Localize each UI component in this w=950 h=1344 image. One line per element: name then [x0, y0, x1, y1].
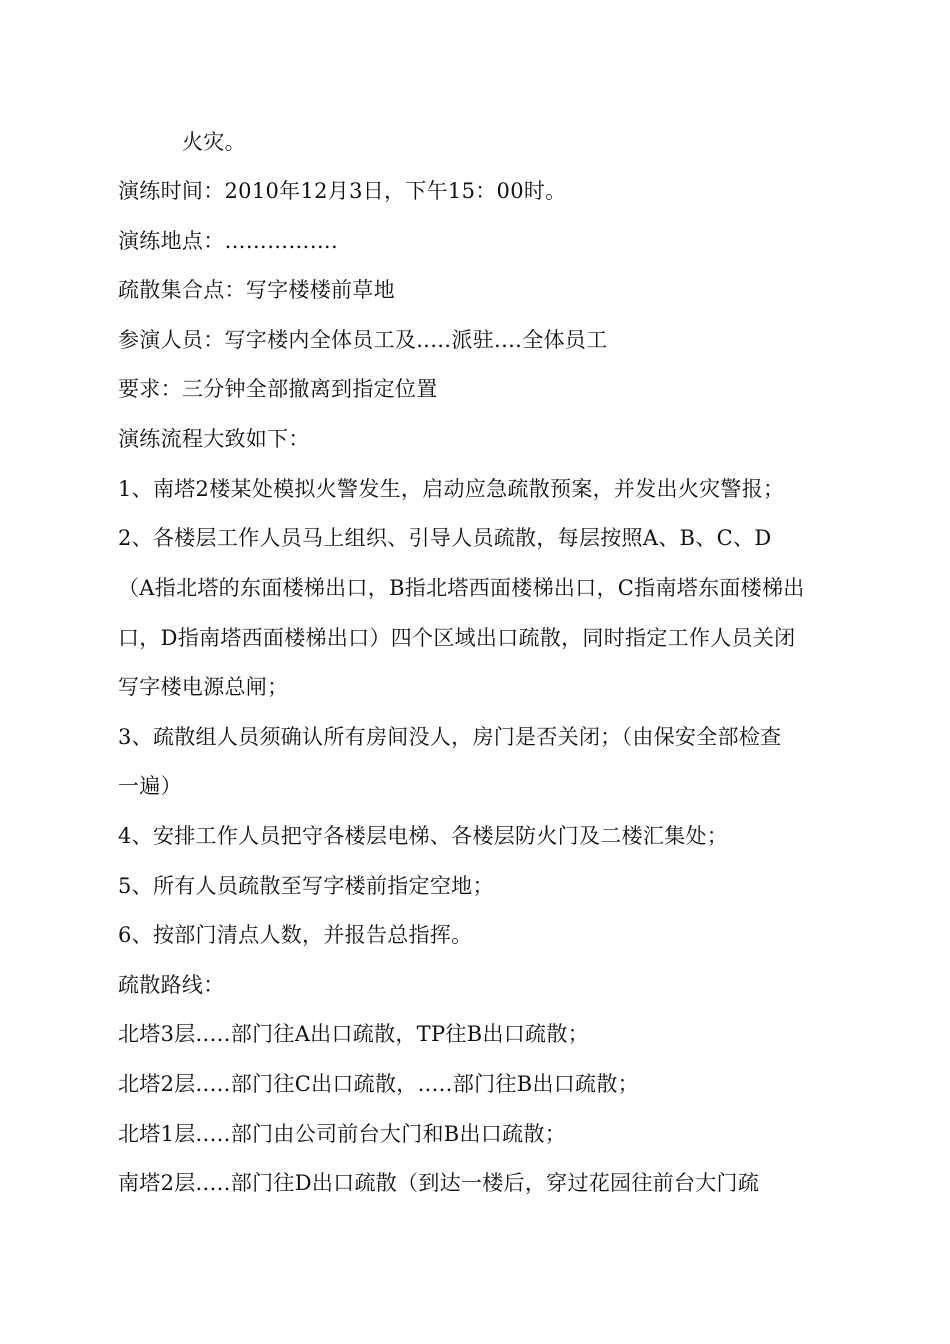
text-line: 口，D指南塔西面楼梯出口）四个区域出口疏散，同时指定工作人员关闭	[118, 626, 796, 650]
text-line: 北塔1层..…部门由公司前台大门和B出口疏散；	[118, 1122, 567, 1146]
text-line: 写字楼电源总闸；	[118, 675, 289, 699]
text-line: 火灾。	[182, 130, 246, 154]
text-line: 一遍）	[118, 774, 182, 798]
text-line: 疏散集合点：写字楼楼前草地	[118, 278, 395, 302]
text-line: 南塔2层..…部门往D出口疏散（到达一楼后，穿过花园往前台大门疏	[118, 1171, 760, 1195]
text-line: 北塔3层..…部门往A出口疏散，TP往B出口疏散；	[118, 1022, 589, 1046]
text-line: 3、疏散组人员须确认所有房间没人，房门是否关闭；（由保安全部检查	[118, 725, 782, 749]
text-line: 疏散路线：	[118, 973, 225, 997]
text-line: 4、安排工作人员把守各楼层电梯、各楼层防火门及二楼汇集处；	[118, 824, 729, 848]
text-line: 2、各楼层工作人员马上组织、引导人员疏散，每层按照A、B、C、D	[118, 526, 772, 550]
text-line: 1、南塔2楼某处模拟火警发生，启动应急疏散预案，并发出火灾警报；	[118, 477, 785, 501]
text-line: 演练时间：2010年12月3日，下午15：00时。	[118, 179, 567, 203]
text-line: 5、所有人员疏散至写字楼前指定空地；	[118, 874, 494, 898]
text-line: 北塔2层..…部门往C出口疏散，..…部门往B出口疏散；	[118, 1072, 639, 1096]
text-line: 演练流程大致如下：	[118, 427, 310, 451]
text-line: （A指北塔的东面楼梯出口，B指北塔西面楼梯出口，C指南塔东面楼梯出	[118, 576, 805, 600]
text-line: 参演人员：写字楼内全体员工及..…派驻.…全体员工	[118, 328, 608, 352]
text-line: 演练地点：…………….	[118, 229, 338, 253]
text-line: 6、按部门清点人数，并报告总指挥。	[118, 923, 473, 947]
text-line: 要求：三分钟全部撤离到指定位置	[118, 377, 438, 401]
